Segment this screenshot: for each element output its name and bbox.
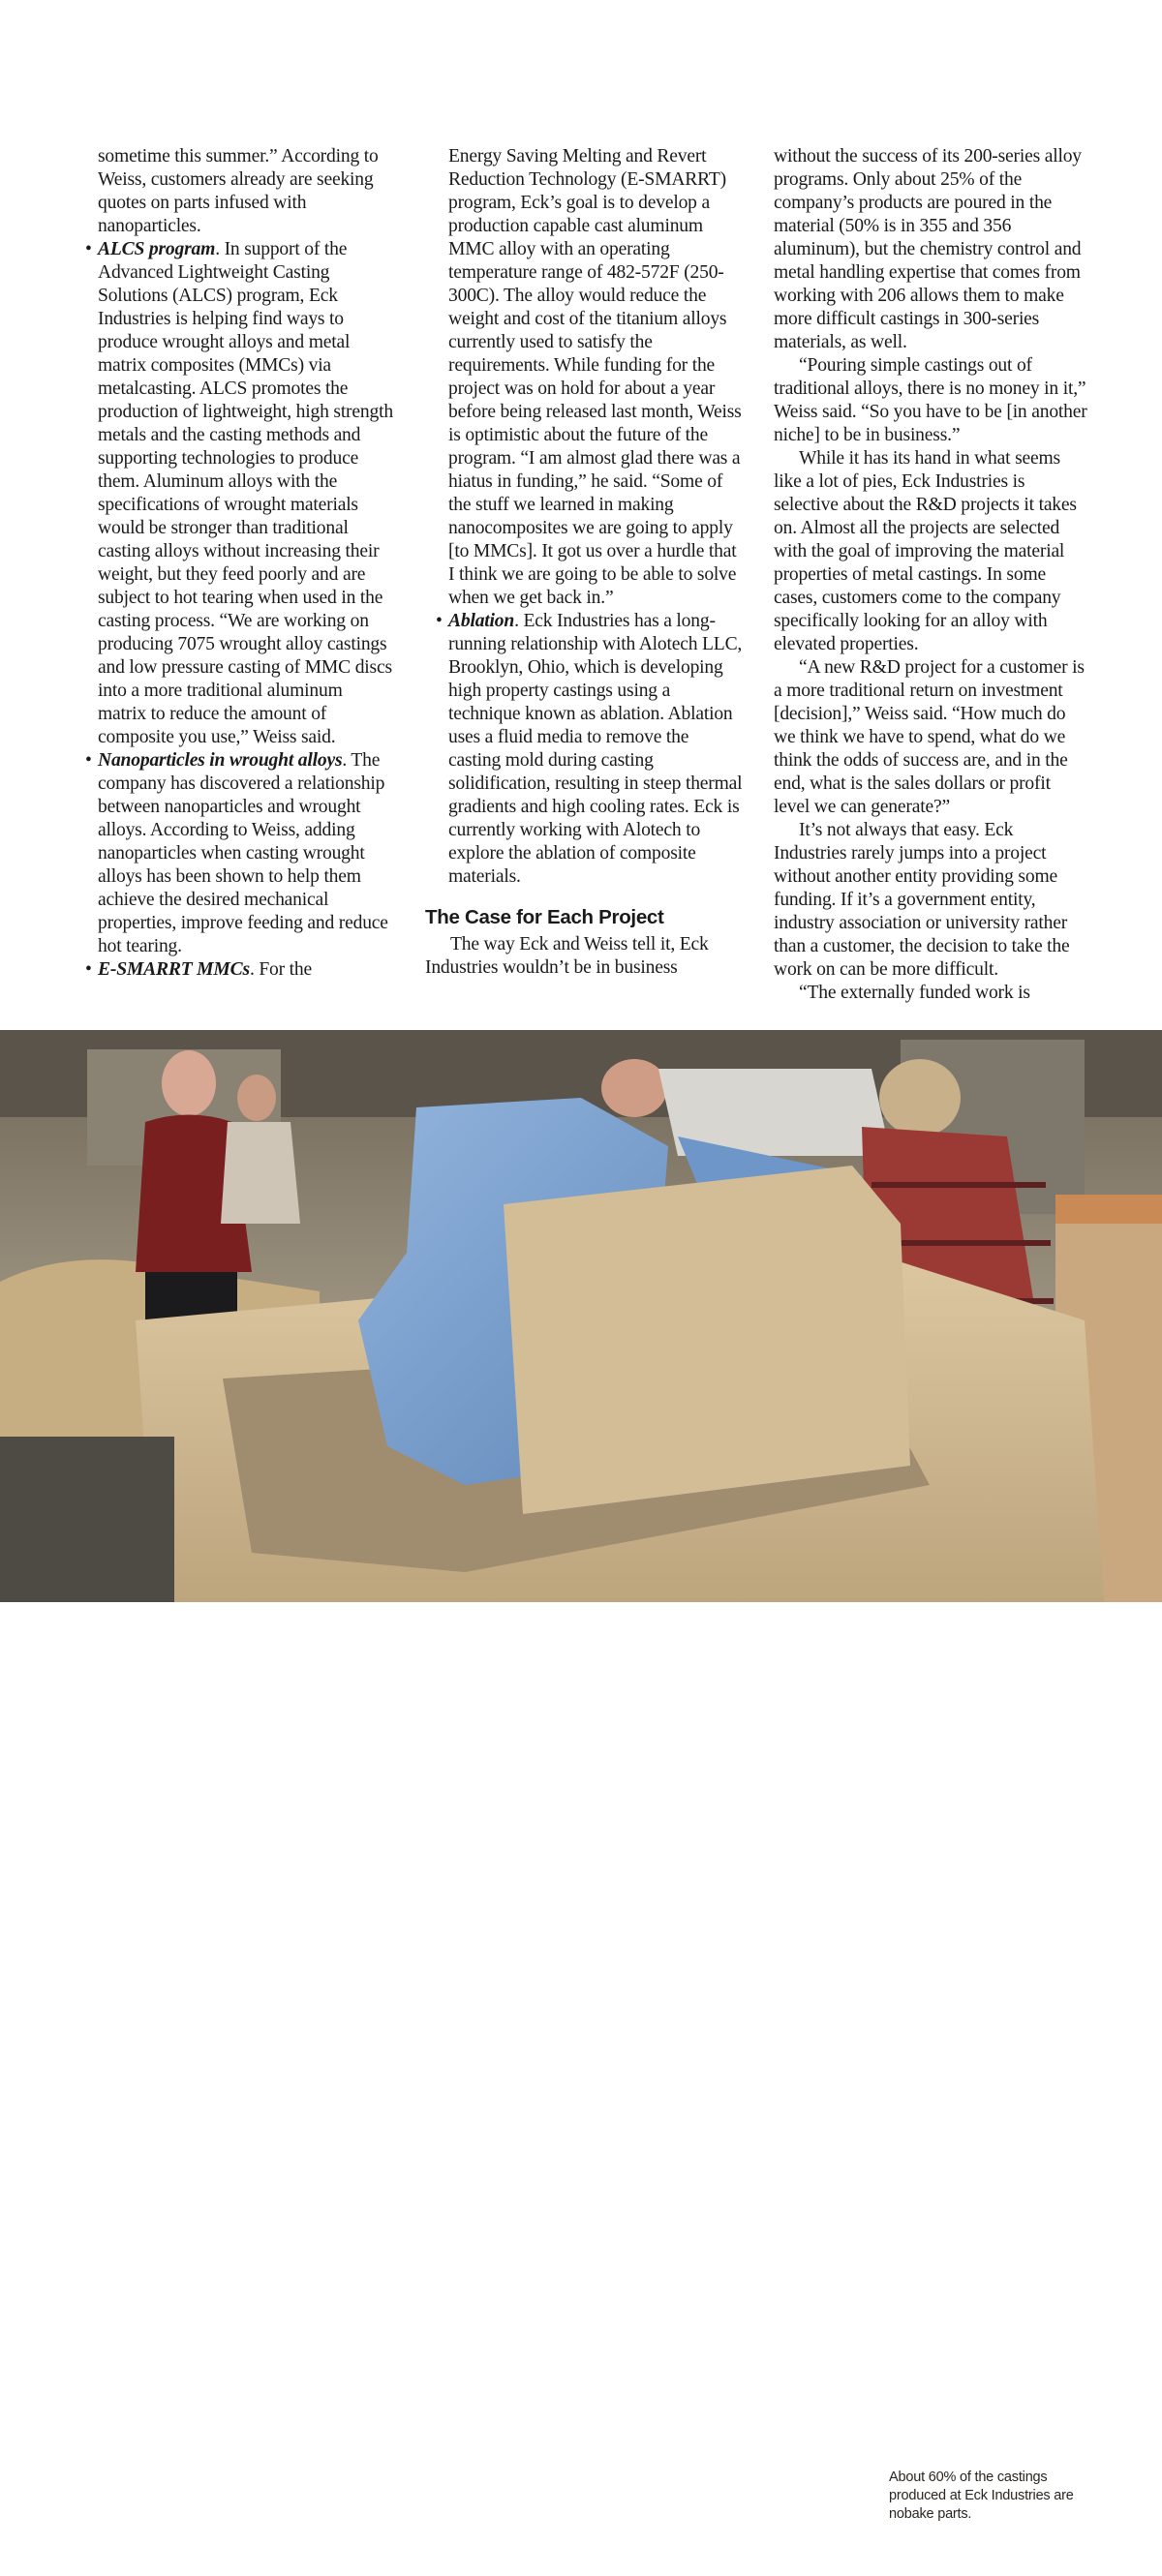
tan-core-block (504, 1166, 910, 1514)
bullet-title: E-SMARRT MMCs (98, 959, 250, 980)
paragraph: It’s not always that easy. Eck Industries rarely jumps into a project without another entity providing some funding. If it’s a government entity, industry association or university rather than a customer, the decision to take the work on can be more difficult. (774, 820, 1070, 980)
paragraph: “Pouring simple castings out of traditional alloys, there is no money in it,” Weiss said. “So you have to be [in another niche] to be in business.” (774, 355, 1087, 445)
article-column-2 (425, 145, 744, 980)
bullet-text: . For the (249, 959, 312, 980)
paragraph: sometime this summer.” According to Weiss, customers already are seeking quotes on parts infused with nanoparticles. (98, 146, 379, 236)
bullet-text: . The company has discovered a relationship between nanoparticles and wrought alloys. According to Weiss, adding nanoparticles when casting wrought alloys has been shown to help them achieve the desired mechanical properties, improve feeding and reduce hot tearing. (98, 750, 388, 956)
bullet-item-alcs: • ALCS program. In support of the Advanced Lightweight Casting Solutions (ALCS) program, Eck Industries is helping find ways to produce wrought alloys and metal matrix composites (MMCs) via metalcasting. ALCS promotes the production of lightweight, high strength metals and the casting methods and supporting technologies to produce them. Aluminum alloys with the specifications of wrought materials would be stronger than traditional casting alloys without increasing their weight, but they feed poorly and are subject to hot tearing when used in the casting process. “We are working on producing 7075 wrought alloy castings and low pressure casting of MMC discs into a more traditional aluminum matrix to reduce the amount of composite you use,” Weiss said. (85, 239, 393, 747)
paragraph: Energy Saving Melting and Revert Reduction Technology (E-SMARRT) program, Eck’s goal is to develop a production capable cast aluminum MMC alloy with an operating temperature range of 482-572F (250-300C). The alloy would reduce the weight and cost of the titanium alloys currently used to satisfy the requirements. While funding for the project was on hold for about a year before being released last month, Weiss is optimistic about the future of the program. “I am almost glad there was a hiatus in funding,” he said. “Some of the stuff we learned in making nanocomposites we are going to apply [to MMCs]. It got us over a hurdle that I think we are going to be able to solve when we get back in.” (448, 146, 742, 608)
bullet-title: Nanoparticles in wrought alloys (98, 750, 343, 771)
foundry-photo (0, 1030, 1162, 2575)
paragraph: “A new R&D project for a customer is a more traditional return on investment [decision],” Weiss said. “How much do we think we have to spend, what do we think the odds of success are, and in the end, what is the sales dollars or profit level we can generate?” (774, 657, 1085, 817)
paragraph: without the success of its 200-series alloy programs. Only about 25% of the company’s products are poured in the material (50% is in 355 and 356 aluminum), but the chemistry control and metal handling expertise that comes from working with 206 allows them to make more difficult castings in 300-series materials, as well. (774, 146, 1082, 352)
foundry-photo-illustration (0, 1030, 1162, 1602)
bullet-title: Ablation (448, 611, 515, 631)
page-number: 20 (75, 2557, 93, 2575)
paragraph: While it has its hand in what seems like a lot of pies, Eck Industries is selective about the R&D projects it takes on. Almost all the projects are selected with the goal of improving the material properties of metal castings. In some cases, customers come to the company specifically looking for an alloy with elevated properties. (774, 448, 1077, 654)
bullet-text: . In support of the Advanced Lightweight Casting Solutions (ALCS) program, Eck Industries is helping find ways to produce wrought alloys and metal matrix composites (MMCs) via metalcasting. ALCS promotes the production of lightweight, high strength metals and the casting methods and supporting technologies to produce them. Aluminum alloys with the specifications of wrought materials would be stronger than traditional casting alloys without increasing their weight, but they feed poorly and are subject to hot tearing when used in the casting process. “We are working on producing 7075 wrought alloy castings and low pressure casting of MMC discs into a more traditional aluminum matrix to reduce the amount of composite you use,” Weiss said. (98, 239, 393, 747)
floor-foreground (0, 1437, 174, 1602)
bullet-item-ablation: • Ablation. Eck Industries has a long-running relationship with Alotech LLC, Brooklyn, Ohio, which is developing high property castings using a technique known as ablation. Ablation uses a fluid media to remove the casting mold during casting solidification, resulting in steep thermal gradients and high cooling rates. Eck is currently working with Alotech to explore the ablation of composite materials. (436, 611, 743, 887)
photo-caption: About 60% of the castings produced at Eck Industries are nobake parts. (889, 2470, 1074, 2522)
bullet-item-nanoparticles: • Nanoparticles in wrought alloys. The company has discovered a relationship between nanoparticles and wrought alloys. According to Weiss, adding nanoparticles when casting wrought alloys has been shown to help them achieve the desired mechanical properties, improve feeding and reduce hot tearing. (85, 750, 388, 956)
article-column-1 (85, 145, 393, 982)
section-subheading: The Case for Each Project (425, 906, 664, 928)
paragraph: “The externally funded work is (799, 983, 1030, 1003)
paragraph: The way Eck and Weiss tell it, Eck Industries wouldn’t be in business (425, 934, 709, 978)
bullet-title: ALCS program (98, 239, 216, 259)
article-column-3 (774, 145, 1088, 1005)
bullet-item-esmarrt: • E-SMARRT MMCs. For the (85, 959, 312, 980)
bullet-text: . Eck Industries has a long-running relationship with Alotech LLC, Brooklyn, Ohio, which is developing high property castings using a technique known as ablation. Ablation uses a fluid media to remove the casting mold during casting solidification, resulting in steep thermal gradients and high cooling rates. Eck is currently working with Alotech to explore the ablation of composite materials. (448, 611, 743, 887)
